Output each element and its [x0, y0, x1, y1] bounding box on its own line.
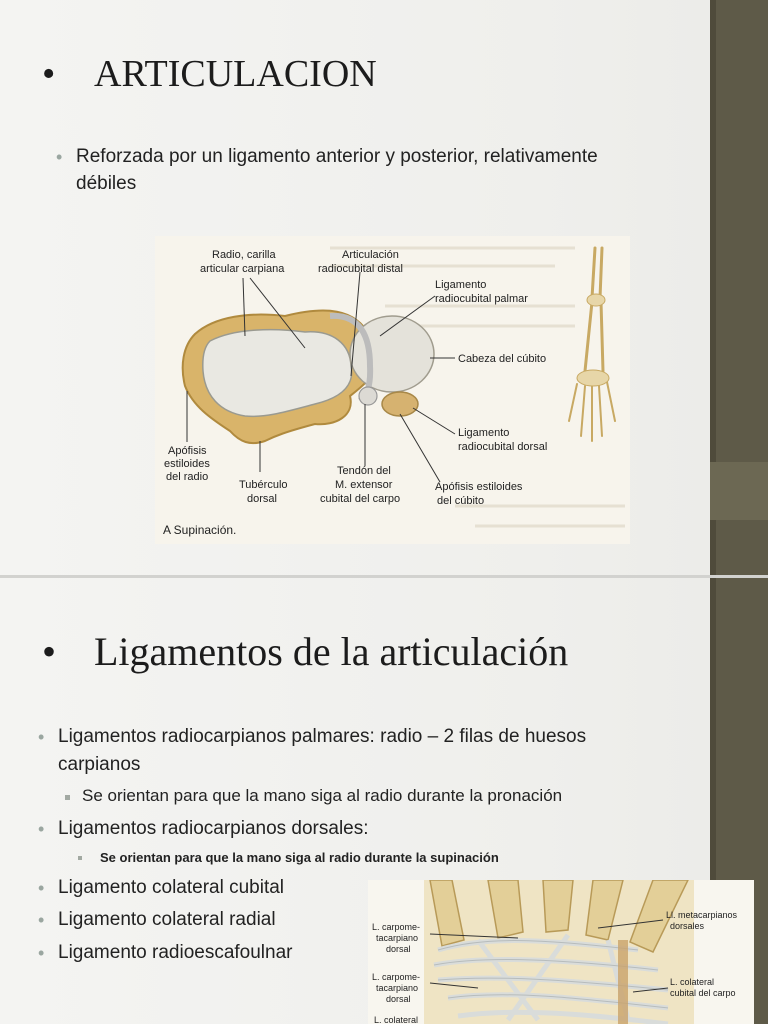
label-tuberculo-2: dorsal	[247, 493, 277, 505]
label-tendon-3: cubital del carpo	[320, 493, 401, 505]
list-item-5: Ligamento radioescafoulnar	[58, 942, 293, 963]
label-art-radiocubital-2: radiocubital distal	[318, 263, 403, 275]
label-apofisis-cubito: Apófisis estiloides	[435, 481, 523, 493]
slide-1-bullet	[56, 143, 676, 203]
label-apofisis-cubito-2: del cúbito	[437, 495, 485, 507]
label-carpome-2c: dorsal	[386, 994, 411, 1004]
label-radio-carilla: Radio, carilla	[212, 249, 276, 261]
bullet-dot: •	[38, 727, 45, 747]
list-item-4: Ligamento colateral radial	[58, 909, 276, 930]
label-metacarpianos: Ll. metacarpianos	[666, 910, 738, 920]
sub-bullet-square	[65, 795, 70, 800]
label-carpome-1b: tacarpiano	[376, 933, 419, 943]
bullet-line-2: débiles	[76, 173, 137, 194]
label-lig-dorsal: Ligamento	[458, 427, 510, 439]
label-colateral: L. colateral	[374, 1015, 419, 1024]
list-item-3: Ligamento colateral cubital	[58, 877, 285, 898]
label-apofisis-radio-3: del radio	[166, 471, 209, 483]
wrist-anatomy-figure	[155, 236, 630, 544]
label-lig-palmar-2: radiocubital palmar	[435, 293, 528, 305]
list-item-2: Ligamentos radiocarpianos dorsales:	[58, 818, 369, 839]
sidebar-band	[710, 462, 768, 520]
label-carpome-1: L. carpome-	[372, 922, 421, 932]
bullet-dot: •	[38, 878, 45, 898]
label-radio-carilla-2: articular carpiana	[200, 263, 285, 275]
label-lig-dorsal-2: radiocubital dorsal	[458, 441, 548, 453]
bullet-dot: •	[56, 147, 63, 167]
bullet-dot: •	[38, 943, 45, 963]
bullet-dot: •	[38, 910, 45, 930]
label-tendon-2: M. extensor	[335, 479, 393, 491]
label-art-radiocubital: Articulación	[342, 249, 399, 261]
label-apofisis-radio: Apófisis	[168, 445, 207, 457]
heading-bullet-dot: •	[42, 53, 56, 95]
list-subitem-1: Se orientan para que la mano siga al radio durante la pronación	[82, 786, 563, 805]
label-carpome-1c: dorsal	[386, 944, 411, 954]
label-tuberculo: Tubérculo	[239, 479, 288, 491]
wrist-ligaments-figure	[368, 880, 754, 1024]
label-lig-palmar: Ligamento	[435, 279, 487, 291]
label-tendon: Tendón del	[337, 465, 391, 477]
figure-caption: A Supinación.	[163, 523, 237, 537]
label-carpome-2: L. carpome-	[372, 972, 421, 982]
slide-2	[0, 578, 768, 1024]
ulnar-styloid-shape	[382, 392, 418, 416]
heading-bullet-dot: •	[42, 629, 57, 674]
list-item-1-line-2: carpianos	[58, 754, 141, 775]
label-apofisis-radio-2: estiloides	[164, 458, 210, 470]
slide-1-sidebar	[710, 0, 768, 578]
list-item-1-line-1: Ligamentos radiocarpianos palmares: radio – 2 filas de huesos	[58, 726, 587, 747]
label-carpome-2b: tacarpiano	[376, 983, 419, 993]
bullet-dot: •	[38, 819, 45, 839]
bullet-line-1: Reforzada por un ligamento anterior y posterior, relativamente	[76, 146, 598, 167]
list-subitem-2: Se orientan para que la mano siga al radio durante la supinación	[100, 850, 499, 865]
label-col-cubital-2: cubital del carpo	[670, 988, 736, 998]
slide-1-title: ARTICULACION	[94, 53, 377, 95]
label-col-cubital: L. colateral	[670, 977, 715, 987]
slide-2-title: Ligamentos de la articulación	[94, 629, 569, 674]
label-metacarpianos-2: dorsales	[670, 921, 705, 931]
label-cabeza-cubito: Cabeza del cúbito	[458, 353, 547, 365]
sub-bullet-square	[78, 856, 82, 860]
